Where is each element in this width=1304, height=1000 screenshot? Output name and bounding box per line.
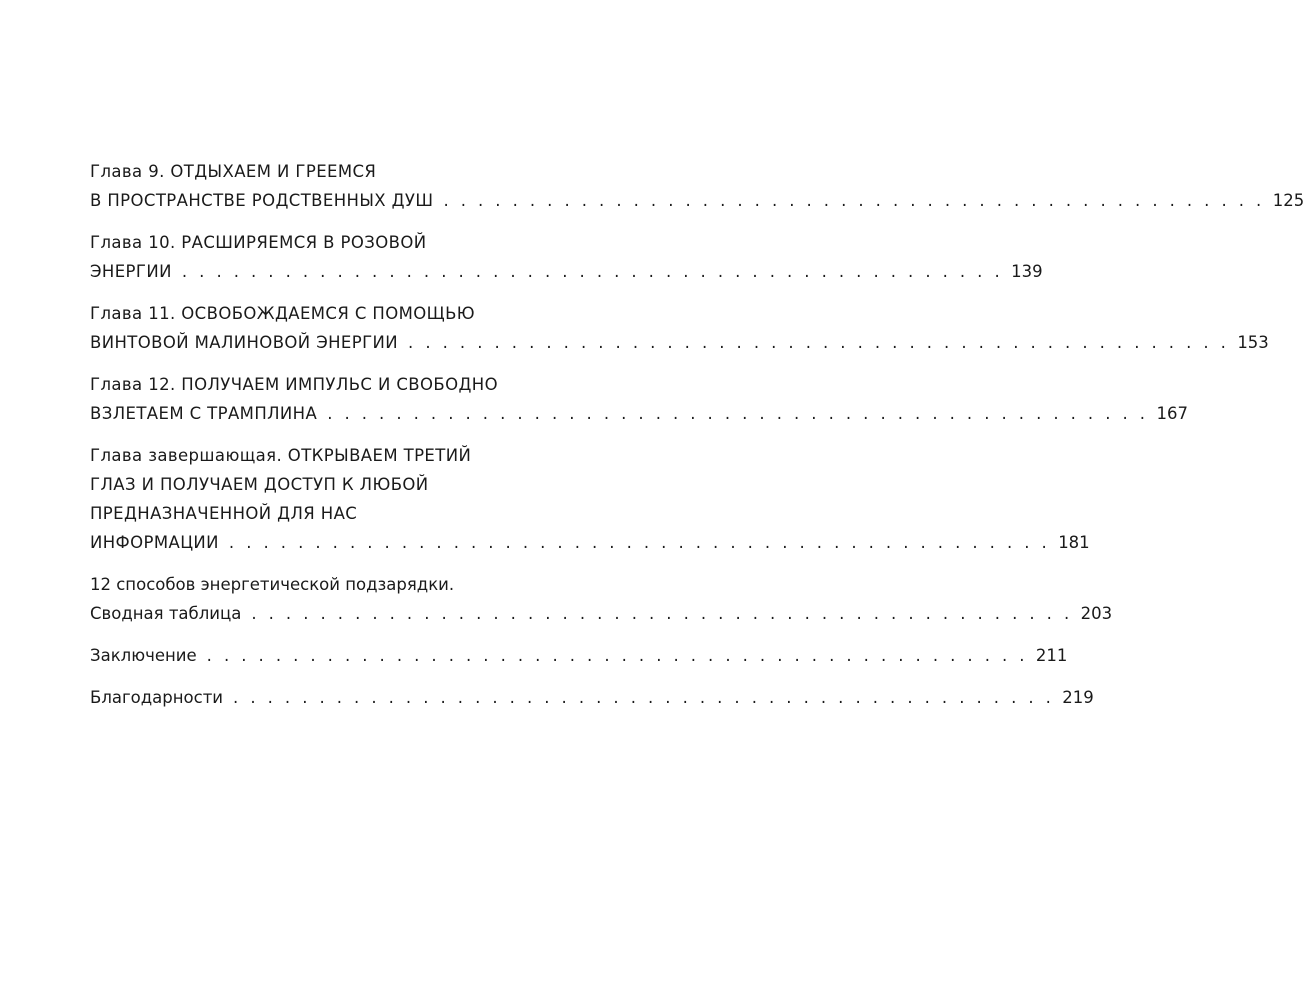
toc-page-number: 139 <box>1011 262 1043 281</box>
dot-leader: . . . . . . . . . . . . . . . . . . . . . . . . . . . . . . . . . . . . . . . . . . . . . . . . <box>228 533 1051 552</box>
toc-entry-title-end: ЭНЕРГИИ <box>90 262 172 281</box>
toc-page-number: 181 <box>1058 533 1090 552</box>
toc-entry-chapter-12[interactable] <box>90 370 1188 428</box>
toc-page-number: 125 <box>1272 191 1304 210</box>
toc-entry-last-line <box>90 257 1043 286</box>
toc-entry-title-line: Глава 9. ОТДЫХАЕМ И ГРЕЕМСЯ <box>90 162 377 181</box>
toc-entry-title-line: Глава 10. РАСШИРЯЕМСЯ В РОЗОВОЙ <box>90 233 427 252</box>
toc-entry-title-line: ГЛАЗ И ПОЛУЧАЕМ ДОСТУП К ЛЮБОЙ <box>90 475 429 494</box>
toc-entry-final-chapter[interactable] <box>90 441 1090 557</box>
toc-entry-last-line <box>90 528 1090 557</box>
toc-entry-title-end: В ПРОСТРАНСТВЕ РОДСТВЕННЫХ ДУШ <box>90 191 434 210</box>
toc-entry-acknowledgements[interactable] <box>90 683 1094 712</box>
dot-leader: . . . . . . . . . . . . . . . . . . . . . . . . . . . . . . . . . . . . . . . . . . . . . . . . <box>206 646 1028 665</box>
toc-entry-last-line <box>90 186 1304 215</box>
toc-entry-conclusion[interactable] <box>90 641 1068 670</box>
toc-entry-title-line: ПРЕДНАЗНАЧЕННОЙ ДЛЯ НАС <box>90 504 358 523</box>
toc-entry-last-line <box>90 683 1094 712</box>
dot-leader: . . . . . . . . . . . . . . . . . . . . . . . . . . . . . . . . . . . . . . . . . . . . . . . . <box>327 404 1149 423</box>
table-of-contents <box>90 157 1304 725</box>
toc-entry-title-end: Заключение <box>90 646 197 665</box>
toc-entry-chapter-10[interactable] <box>90 228 1043 286</box>
toc-entry-chapter-11[interactable] <box>90 299 1269 357</box>
toc-entry-title-end: Благодарности <box>90 688 224 707</box>
dot-leader: . . . . . . . . . . . . . . . . . . . . . . . . . . . . . . . . . . . . . . . . . . . . . . . . <box>408 333 1230 352</box>
toc-entry-title-end: ИНФОРМАЦИИ <box>90 533 219 552</box>
toc-entry-title-line: 12 способов энергетической подзарядки. <box>90 575 455 594</box>
toc-entry-title-line: Глава 12. ПОЛУЧАЕМ ИМПУЛЬС И СВОБОДНО <box>90 375 498 394</box>
toc-entry-last-line <box>90 599 1113 628</box>
toc-entry-summary-table[interactable] <box>90 570 1113 628</box>
toc-entry-title-end: Сводная таблица <box>90 604 242 623</box>
toc-page-number: 167 <box>1156 404 1188 423</box>
dot-leader: . . . . . . . . . . . . . . . . . . . . . . . . . . . . . . . . . . . . . . . . . . . . . . . . <box>251 604 1073 623</box>
toc-page-number: 153 <box>1237 333 1269 352</box>
toc-entry-title-line: Глава завершающая. ОТКРЫВАЕМ ТРЕТИЙ <box>90 446 472 465</box>
dot-leader: . . . . . . . . . . . . . . . . . . . . . . . . . . . . . . . . . . . . . . . . . . . . . . . . <box>233 688 1055 707</box>
toc-entry-last-line <box>90 641 1068 670</box>
toc-page-number: 219 <box>1062 688 1094 707</box>
toc-entry-title-end: ВЗЛЕТАЕМ С ТРАМПЛИНА <box>90 404 318 423</box>
toc-entry-last-line <box>90 328 1269 357</box>
toc-entry-title-line: Глава 11. ОСВОБОЖДАЕМСЯ С ПОМОЩЬЮ <box>90 304 476 323</box>
toc-page-number: 211 <box>1035 646 1068 665</box>
toc-entry-title-end: ВИНТОВОЙ МАЛИНОВОЙ ЭНЕРГИИ <box>90 333 399 352</box>
toc-entry-last-line <box>90 399 1188 428</box>
dot-leader: . . . . . . . . . . . . . . . . . . . . . . . . . . . . . . . . . . . . . . . . . . . . . . . . <box>443 191 1265 210</box>
dot-leader: . . . . . . . . . . . . . . . . . . . . . . . . . . . . . . . . . . . . . . . . . . . . . . . . <box>181 262 1004 281</box>
toc-page-number: 203 <box>1080 604 1113 623</box>
toc-entry-chapter-9[interactable] <box>90 157 1304 215</box>
